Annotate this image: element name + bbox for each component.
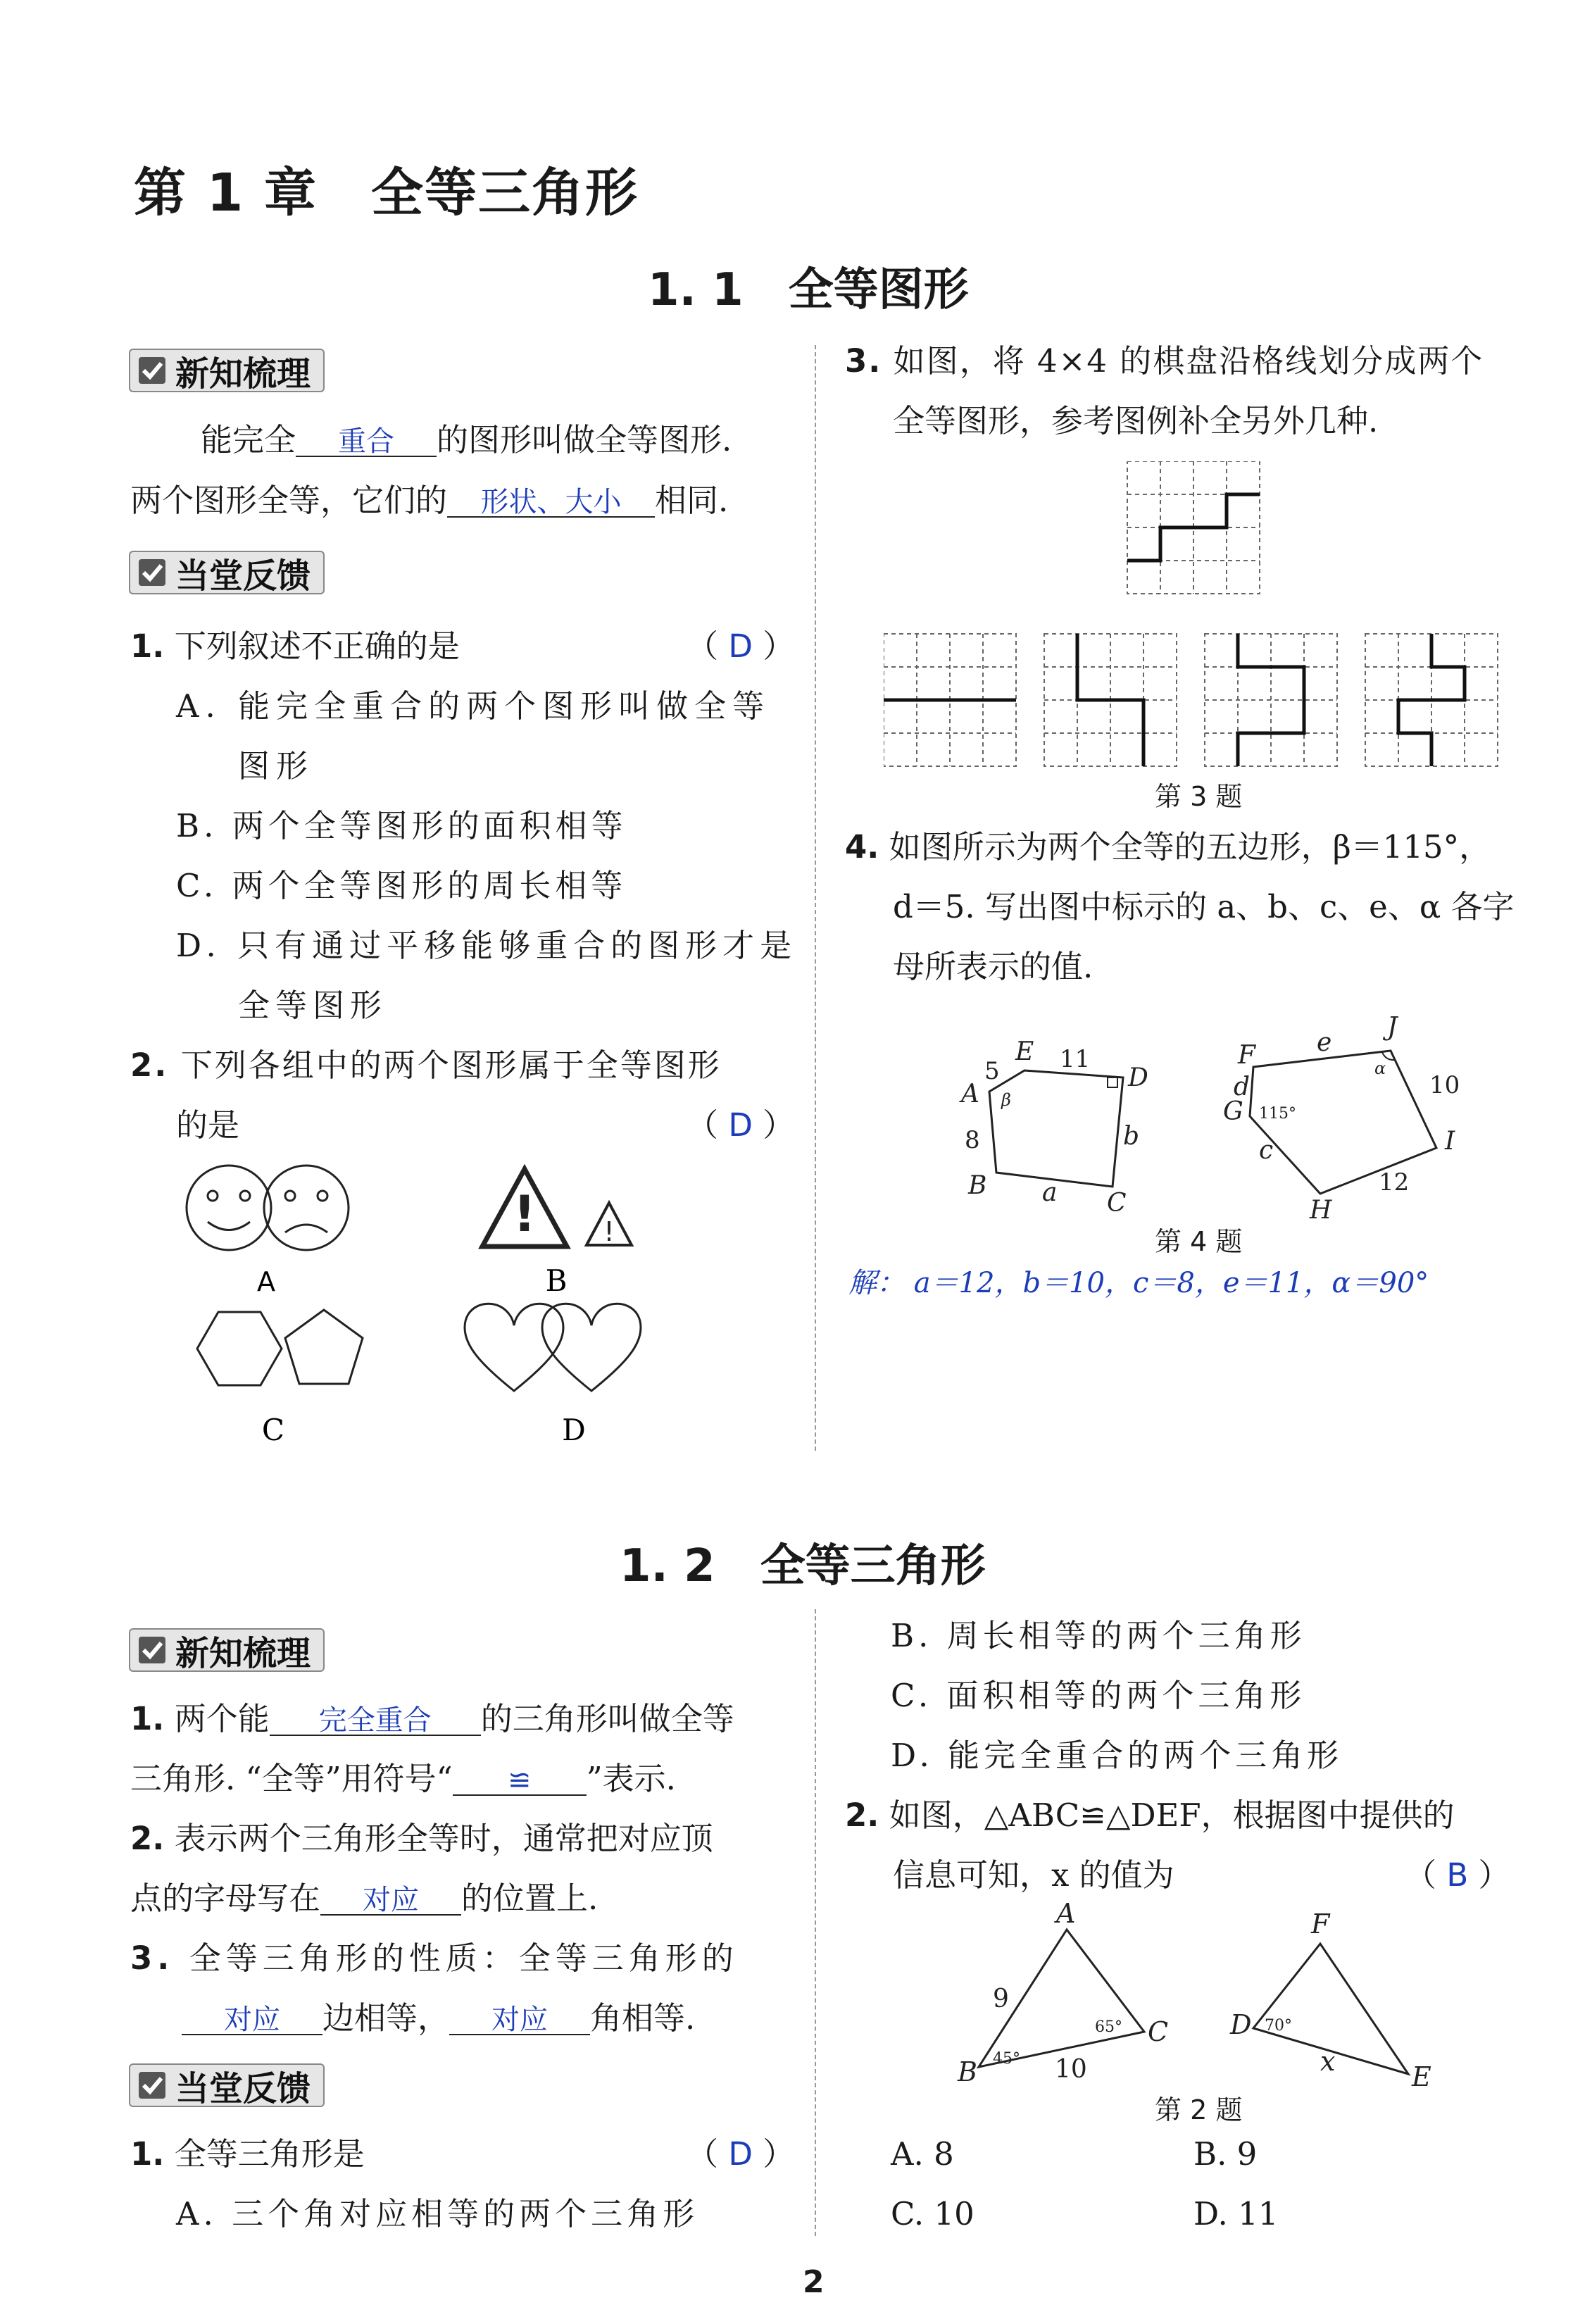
answer-bracket: （ D ） [687,1106,795,1144]
checkbox-icon [137,356,167,385]
hearts [465,1304,641,1391]
answer-bracket: （ B ） [1405,1856,1510,1894]
svg-text:10: 10 [1055,2055,1087,2084]
figure-label-a: A [257,1266,275,1297]
svg-text:e: e [1317,1028,1332,1057]
question-2-cont: 的是 [176,1106,240,1144]
figure-caption: 第 2 题 [1155,2094,1243,2125]
knowledge-3-cont: 对应 边相等， 对应 角相等. [182,2002,695,2035]
svg-text:F: F [1311,1908,1330,1939]
answer-blank: 对应 [320,1886,461,1916]
svg-text:C: C [1148,2016,1169,2047]
svg-text:D: D [1230,2009,1252,2040]
svg-text:β: β [1001,1090,1011,1110]
answer-choice: D [728,1106,753,1144]
svg-text:J: J [1387,1013,1398,1042]
svg-text:α: α [1374,1058,1386,1078]
svg-text:C: C [1107,1189,1127,1218]
answer-blank: 对应 [182,2006,322,2035]
option-d: D. 能完全重合的两个三角形 [891,1737,1343,1774]
badge-label: 新知梳理 [175,1633,311,1673]
question-2: 2. 下列各组中的两个图形属于全等图形 [130,1047,722,1084]
svg-text:12: 12 [1379,1168,1410,1197]
option-c: C. 两个全等图形的周长相等 [176,867,627,904]
svg-text:10: 10 [1429,1071,1460,1099]
question-4: 4. 如图所示为两个全等的五边形，β＝115°， [845,828,1491,866]
checkbox-icon [137,1635,167,1665]
option-b: B. 两个全等图形的面积相等 [176,807,627,844]
badge-feedback [129,2063,325,2107]
question-4-cont: d＝5. 写出图中标示的 a、b、c、e、α 各字 [893,888,1515,925]
choice-c: C. 10 [891,2195,974,2232]
option-a: A. 三个角对应相等的两个三角形 [176,2195,699,2232]
knowledge-3: 3. 全等三角形的性质：全等三角形的 [130,1939,739,1977]
column-divider [815,1609,816,2236]
option-a-cont: 图形 [238,747,315,785]
example-grid [1127,461,1260,594]
question-3-cont: 全等图形，参考图例补全另外几种. [893,402,1379,439]
q2-figures [169,1162,718,1451]
option-c: C. 面积相等的两个三角形 [891,1677,1306,1714]
fill-line-b: 两个图形全等，它们的 形状、大小 相同. [130,482,729,519]
knowledge-2-cont: 点的字母写在 对应 的位置上. [130,1880,599,1917]
question-1: 1. 下列叙述不正确的是 [130,627,460,665]
svg-text:x: x [1320,2046,1336,2077]
svg-text:8: 8 [965,1126,980,1154]
exclamation-icon: ! [513,1185,536,1243]
svg-text:A: A [1056,1901,1076,1929]
svg-text:E: E [1412,2061,1431,2092]
answer-choice: B [1446,1856,1469,1894]
exclamation-icon: ! [603,1216,615,1247]
smiley-faces [187,1166,349,1250]
question-3: 3. 如图，将 4×4 的棋盘沿格线划分成两个 [845,342,1484,380]
svg-text:11: 11 [1060,1045,1091,1073]
section-title-1-1: 1. 1 全等图形 [648,264,969,316]
choice-a: A. 8 [891,2135,954,2173]
badge-label: 新知梳理 [175,354,311,394]
answer-choice: D [728,2135,753,2173]
option-d-cont: 全等图形 [238,987,388,1024]
knowledge-1-cont: 三角形. “全等”用符号“ ≌ ”表示. [130,1760,676,1797]
answer-grid-4 [1365,634,1498,766]
svg-text:9: 9 [993,1985,1009,2013]
answer-blank: ≌ [453,1766,587,1796]
svg-text:5: 5 [984,1057,1000,1085]
answer-blank: 重合 [296,427,437,457]
answer-grid-1 [884,634,1016,766]
chapter-title: 第 1 章 全等三角形 [134,163,639,223]
svg-text:65°: 65° [1095,2018,1122,2036]
svg-text:B: B [958,2056,977,2087]
hexagon-pentagon [197,1310,363,1385]
badge-knowledge [129,1628,325,1672]
choice-d: D. 11 [1193,2195,1279,2232]
option-d: D. 只有通过平移能够重合的图形才是 [176,927,798,964]
badge-feedback [129,551,325,594]
svg-text:B: B [968,1171,987,1200]
section-title-1-2: 1. 2 全等三角形 [620,1540,986,1592]
svg-text:E: E [1015,1037,1034,1066]
answer-bracket: （ D ） [687,2135,795,2173]
badge-label: 当堂反馈 [175,2068,311,2109]
svg-text:F: F [1238,1041,1255,1070]
choice-b: B. 9 [1193,2135,1258,2173]
svg-text:115°: 115° [1259,1105,1296,1123]
svg-text:H: H [1310,1196,1332,1218]
svg-text:d: d [1234,1073,1251,1101]
svg-text:70°: 70° [1265,2017,1292,2035]
knowledge-1: 1. 两个能 完全重合 的三角形叫做全等 [130,1700,734,1737]
svg-text:a: a [1042,1178,1058,1207]
badge-label: 当堂反馈 [175,556,311,596]
svg-text:c: c [1259,1136,1274,1165]
knowledge-2: 2. 表示两个三角形全等时，通常把对应顶 [130,1820,713,1857]
option-b: B. 周长相等的两个三角形 [891,1617,1306,1654]
figure-label-d: D [562,1413,586,1447]
answer-blank: 对应 [449,2006,590,2035]
checkbox-icon [137,558,167,587]
feedback-2: 2. 如图，△ABC≌△DEF，根据图中提供的 [845,1797,1455,1834]
solution-text: 解： a＝12，b＝10，c＝8，e＝11，α＝90° [848,1267,1429,1299]
figure-caption: 第 3 题 [1155,781,1243,812]
answer-choice: D [728,627,753,665]
feedback-2-cont: 信息可知，x 的值为 [893,1856,1174,1894]
option-a: A. 能完全重合的两个图形叫做全等 [176,687,771,725]
answer-blank: 完全重合 [270,1706,481,1736]
q3-grid-figures [884,461,1517,817]
question-4-cont2: 母所表示的值. [893,948,1093,985]
figure-label-b: B [545,1263,568,1298]
answer-grid-3 [1205,634,1337,766]
svg-text:45°: 45° [993,2050,1020,2068]
svg-text:D: D [1128,1063,1148,1092]
triangles-figure [951,1901,1500,2099]
figure-caption: 第 4 题 [1155,1226,1243,1257]
answer-blank: 形状、大小 [447,488,655,518]
page-number: 2 [803,2264,825,2300]
answer-bracket: （ D ） [687,627,795,665]
fill-line-a: 能完全 重合 的图形叫做全等图形. [201,421,732,458]
svg-text:A: A [961,1080,979,1108]
svg-text:b: b [1123,1122,1140,1151]
checkbox-icon [137,2070,167,2100]
feedback-1: 1. 全等三角形是 [130,2135,365,2173]
figure-label-c: C [261,1413,285,1447]
answer-grid-2 [1044,634,1177,766]
svg-text:I: I [1445,1127,1455,1156]
svg-text:G: G [1223,1097,1243,1126]
q4-pentagons [944,1000,1507,1218]
badge-knowledge [129,349,325,392]
column-divider [815,345,816,1451]
